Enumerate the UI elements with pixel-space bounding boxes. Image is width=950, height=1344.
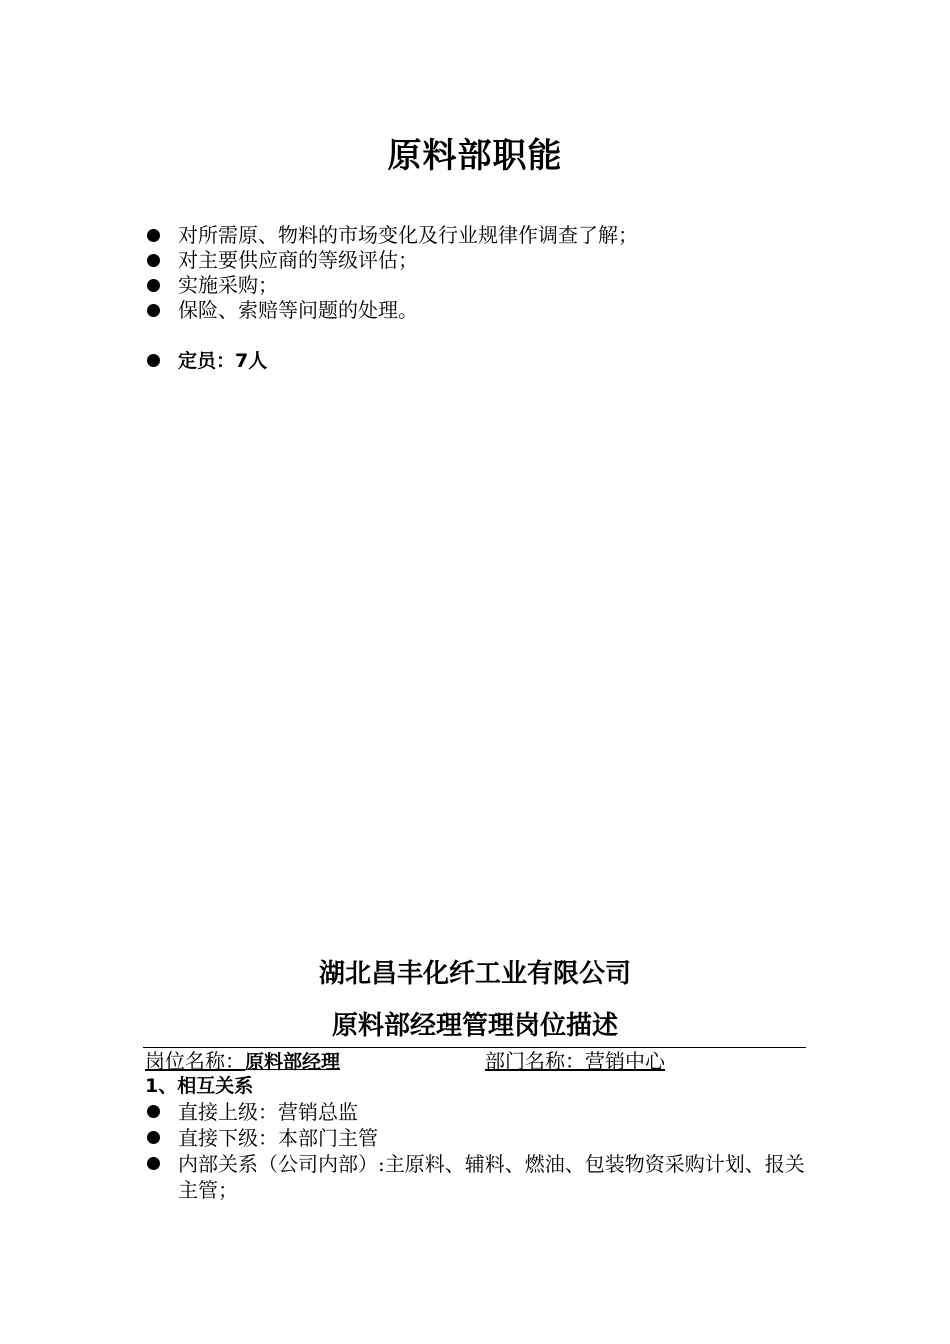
list-item: 对所需原、物料的市场变化及行业规律作调查了解； xyxy=(145,223,638,248)
bullet-icon xyxy=(147,304,160,317)
bullet-icon xyxy=(147,1105,160,1118)
department-label: 部门名称： xyxy=(485,1049,585,1073)
list-item: 内部关系（公司内部）:主原料、辅料、燃油、包装物资采购计划、报关主管； xyxy=(145,1151,808,1203)
position-header xyxy=(145,1048,808,1075)
bullet-icon xyxy=(147,229,160,242)
staffing-list xyxy=(145,348,267,374)
bullet-icon xyxy=(147,254,160,267)
functions-list xyxy=(145,223,638,323)
department-value: 营销中心 xyxy=(585,1049,665,1073)
page-title: 原料部职能 xyxy=(387,136,563,176)
bullet-icon xyxy=(147,279,160,292)
document-title: 原料部经理管理岗位描述 xyxy=(331,1011,618,1041)
department-field xyxy=(485,1048,665,1074)
position-value: 原料部经理 xyxy=(245,1051,341,1073)
company-name: 湖北昌丰化纤工业有限公司 xyxy=(318,959,631,989)
list-item: 直接下级：本部门主管 xyxy=(145,1125,808,1151)
relations-list xyxy=(145,1099,808,1203)
list-item: 直接上级：营销总监 xyxy=(145,1099,808,1125)
bullet-icon xyxy=(147,354,160,367)
bullet-icon xyxy=(147,1131,160,1144)
list-item: 实施采购； xyxy=(145,273,638,298)
list-item: 保险、索赔等问题的处理。 xyxy=(145,298,638,323)
staffing-text: 定员：7人 xyxy=(178,350,268,372)
list-item xyxy=(145,348,267,374)
bullet-icon xyxy=(147,1157,160,1170)
list-item: 对主要供应商的等级评估； xyxy=(145,248,638,273)
section-heading: 1、相互关系 xyxy=(145,1075,254,1097)
position-label: 岗位名称： xyxy=(145,1049,245,1073)
